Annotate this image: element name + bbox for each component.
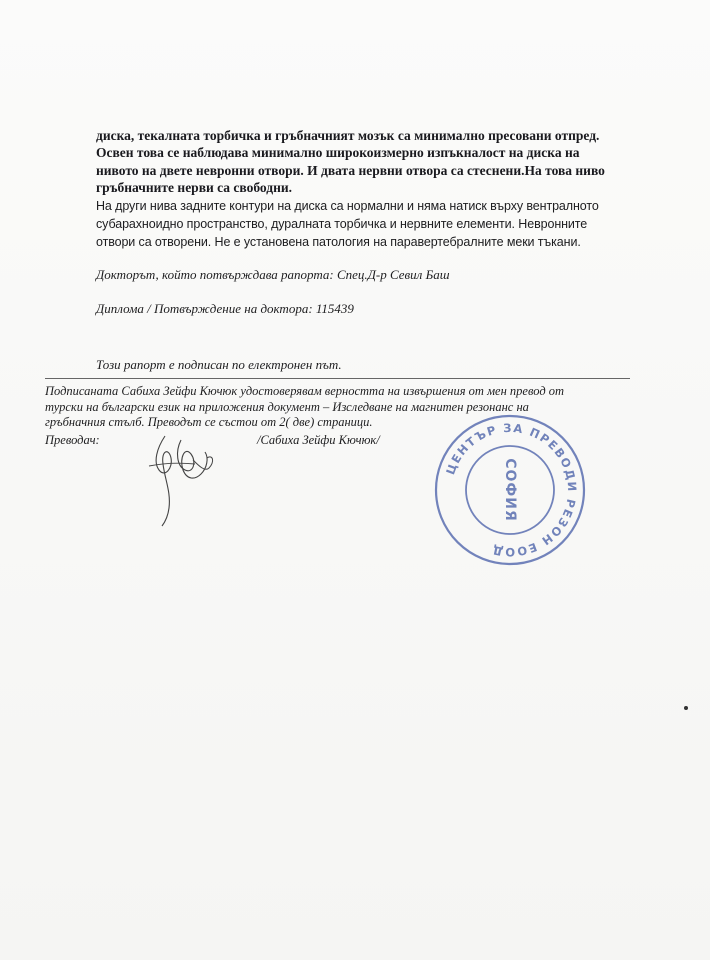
- translator-statement-line: гръбначния стълб. Преводът се състои от 2( две) страници.: [45, 415, 373, 430]
- doctor-diploma-line: Диплома / Потвърждение на доктора: 115439: [96, 301, 354, 316]
- other-levels-paragraph: [96, 198, 620, 251]
- translator-label: Преводач:: [45, 433, 100, 447]
- findings-line: Освен това се наблюдава минимално широкоизмерно изпъкналост на диска на: [96, 145, 580, 161]
- stamp-outer-text: ЦЕНТЪР ЗА ПРЕВОДИ РЕЗОН ЕООД: [443, 420, 580, 560]
- official-stamp: [430, 410, 590, 570]
- translator-statement-line: Подписаната Сабиха Зейфи Кючюк удостоверявам верността на извършения от мен превод от: [45, 384, 565, 398]
- findings-paragraph: [96, 127, 620, 196]
- other-levels-line: субарахноидно пространство, дуралната торбичка и нервните елементи. Невронните: [96, 216, 588, 231]
- confirming-doctor-line: Докторът, който потвърждава рапорта: Спец.Д-р Севил Баш: [96, 267, 450, 282]
- section-divider: [45, 378, 630, 379]
- other-levels-line: отвори са отворени. Не е установена патология на паравертебралните меки тъкани.: [96, 234, 581, 249]
- stamp-center-text: СОФИЯ: [502, 458, 518, 522]
- other-levels-line: На други нива задните контури на диска са нормални и няма натиск върху вентралното: [96, 199, 599, 213]
- translator-statement-line: турски на български език на приложения документ – Изследване на магнитен резонанс на: [45, 399, 529, 414]
- speck-mark: [684, 706, 688, 710]
- translator-name: /Сабиха Зейфи Кючюк/: [257, 433, 380, 447]
- findings-line: диска, текалната торбичка и гръбначният мозък са минимално пресовани отпред.: [96, 128, 600, 143]
- findings-line: нивото на двете невронни отвори. И двата нервни отвора са стеснени.На това ниво: [96, 162, 605, 178]
- handwritten-signature: [135, 418, 225, 528]
- electronic-signature-note: Този рапорт е подписан по електронен път.: [96, 357, 342, 372]
- findings-line: гръбначните нерви са свободни.: [96, 179, 293, 195]
